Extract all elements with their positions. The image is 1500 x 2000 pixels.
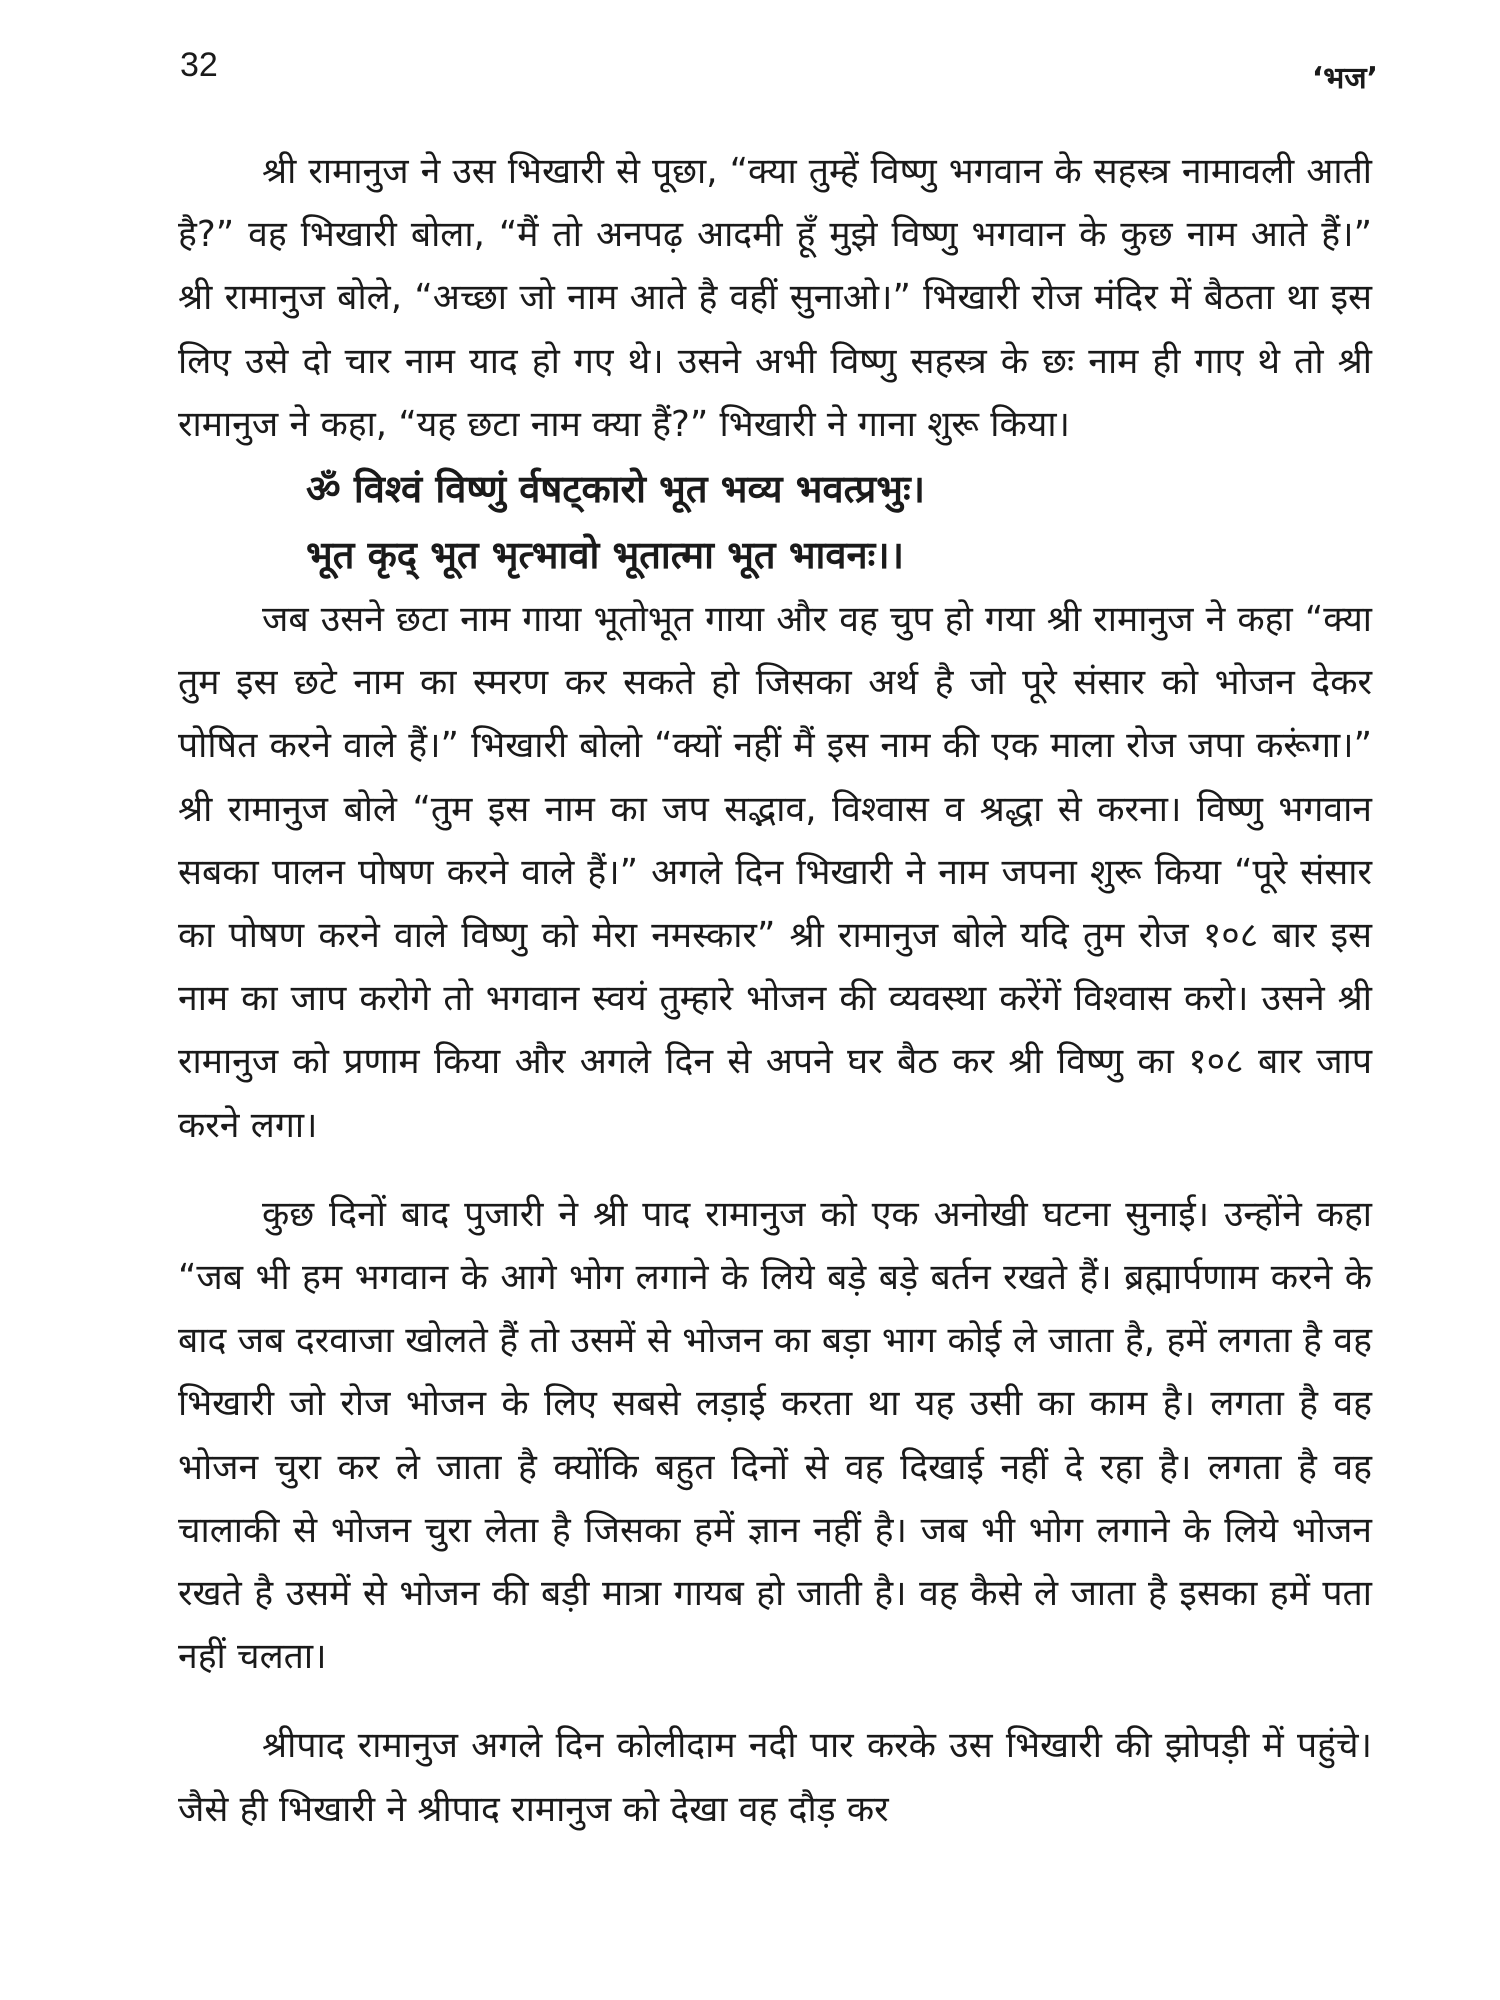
paragraph-2: जब उसने छटा नाम गाया भूतोभूत गाया और वह चुप हो गया श्री रामानुज ने कहा “क्या तुम इस छटे नाम का स्मरण कर सकते हो जिसका अर्थ है जो पूरे संसार को भोजन देकर पोषित करने वाले हैं।” भिखारी बोलो “क्यों नहीं मैं इस नाम की एक माला रोज जपा करूंगा।” श्री रामानुज बोले “तुम इस नाम का जप सद्भाव, विश्वास व श्रद्धा से करना। विष्णु भगवान सबका पालन पोषण करने वाले हैं।” अगले दिन भिखारी ने नाम जपना शुरू किया “पूरे संसार का पोषण करने वाले विष्णु को मेरा नमस्कार” श्री रामानुज बोले यदि तुम रोज १०८ बार इस नाम का जाप करोगे तो भगवान स्वयं तुम्हारे भोजन की व्यवस्था करेंगें विश्वास करो। उसने श्री रामानुज को प्रणाम किया और अगले दिन से अपने घर बैठ कर श्री विष्णु का १०८ बार जाप करने लगा। [178, 599, 1372, 1146]
page-number: 32 [180, 46, 218, 84]
shloka-line-1: ॐ विश्वं विष्णुं र्वषट्कारो भूत भव्य भवत्प्रभुः। [306, 467, 926, 512]
paragraph-3: कुछ दिनों बाद पुजारी ने श्री पाद रामानुज को एक अनोखी घटना सुनाई। उन्होंने कहा “जब भी हम भगवान के आगे भोग लगाने के लिये बड़े बड़े बर्तन रखते हैं। ब्रह्मार्पणाम करने के बाद जब दरवाजा खोलते हैं तो उसमें से भोजन का बड़ा भाग कोई ले जाता है, हमें लगता है वह भिखारी जो रोज भोजन के लिए सबसे लड़ाई करता था यह उसी का काम है। लगता है वह भोजन चुरा कर ले जाता है क्योंकि बहुत दिनों से वह दिखाई नहीं दे रहा है। लगता है वह चालाकी से भोजन चुरा लेता है जिसका हमें ज्ञान नहीं है। जब भी भोग लगाने के लिये भोजन रखते है उसमें से भोजन की बड़ी मात्रा गायब हो जाती है। वह कैसे ले जाता है इसका हमें पता नहीं चलता। [178, 1193, 1372, 1678]
running-header: ‘भज’ [1311, 61, 1378, 96]
paragraph-4: श्रीपाद रामानुज अगले दिन कोलीदाम नदी पार करके उस भिखारी की झोपड़ी में पहुंचे। जैसे ही भिखारी ने श्रीपाद रामानुज को देखा वह दौड़ कर [178, 1725, 1372, 1830]
shloka-line-2: भूत कृद् भूत भृत्भावो भूतात्मा भूत भावनः।। [306, 533, 905, 578]
page-body [178, 140, 1372, 1841]
paragraph-1: श्री रामानुज ने उस भिखारी से पूछा, “क्या तुम्हें विष्णु भगवान के सहस्त्र नामावली आती है?” वह भिखारी बोला, “मैं तो अनपढ़ आदमी हूँ मुझे विष्णु भगवान के कुछ नाम आते हैं।” श्री रामानुज बोले, “अच्छा जो नाम आते है वहीं सुनाओ।” भिखारी रोज मंदिर में बैठता था इस लिए उसे दो चार नाम याद हो गए थे। उसने अभी विष्णु सहस्त्र के छः नाम ही गाए थे तो श्री रामानुज ने कहा, “यह छटा नाम क्या हैं?” भिखारी ने गाना शुरू किया। [178, 151, 1372, 445]
